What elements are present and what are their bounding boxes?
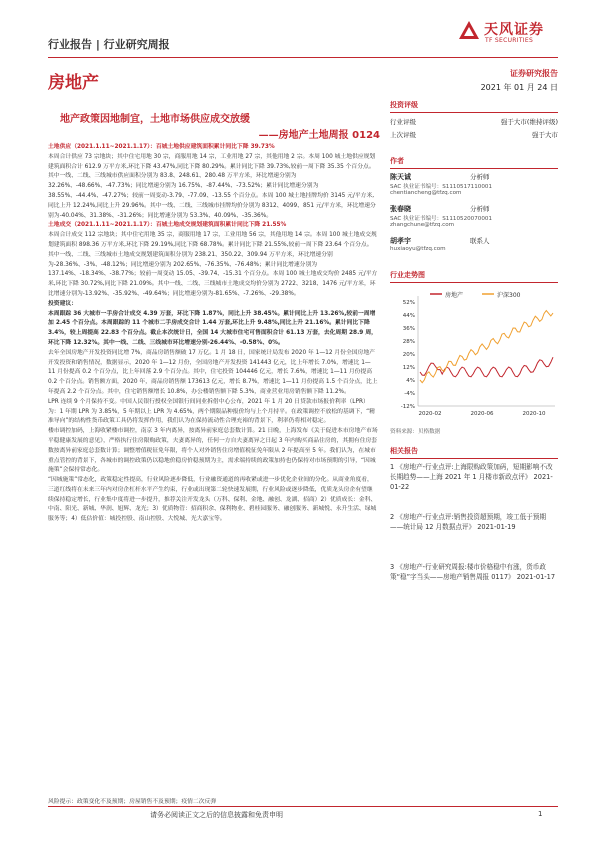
author-3 bbox=[390, 236, 558, 252]
page-number: 1 bbox=[538, 810, 543, 818]
advice-paragraph-4: 楼市调控加码，上海收紧楼市调控，南京 3 年内离异，按离异前家庭总套数计算。21 日晚，上海发布《关于促进本市房地产市场平稳健康发展的意见》，严格执行住房限购政策，夫妻离异的，任何一方自夫妻离异之日起 3 年内购买商品住房的，其拥有住房套数按离异前家庭总套数计算；调整增值税征免年限，将个人对外销售住房增值税征免年限从 2 年提高至 5 年。我们认为，在城市重点管控的背景下，各城市的调控政策仍以稳地价稳房价稳预期为主，需求端持续的政策加持也仍保持对市场预期的引导，“因城施策”会保持常态化。 bbox=[48, 428, 378, 474]
author-name: 陈天诚 bbox=[390, 173, 411, 181]
supply-heading: 土地供应（2021.1.11~2021.1.17）：百城土地供应建筑面积累计同比下降 39.73% bbox=[48, 144, 275, 150]
trend-chart bbox=[390, 284, 560, 440]
prev-rating-value: 强于大市 bbox=[532, 131, 558, 139]
trend-header: 行业走势图 bbox=[390, 271, 425, 279]
advice-paragraph-2: 去年全国房地产开发投资同比增 7%，商品房销售额破 17 万亿。1 月 18 日，国家统计局发布 2020 年 1—12 月份全国房地产开发投资和销售情况，数据显示，2020 年 1—12 月份，全国房地产开发投资 141443 亿元，比上年增长 7.0%，增速比 1—11 月份提高 0.2 个百分点，比上年回落 2.9 个百分点。其中，住宅投资 104446 亿元，增长 7.6%，增速比 1—11 月份提高 0.2 个百分点。销售额方面，2020 年，商品房销售额 173613 亿元，增长 8.7%，增速比 1—11 月份提高 1.5 个百分点，比上年提高 2.2 个百分点。其中，住宅销售额增长 10.8%，办公楼销售额下降 5.3%，商业营业用房销售额下降 11.2%。 bbox=[48, 349, 378, 395]
author-role: 联系人 bbox=[470, 237, 490, 245]
author-name: 张春晓 bbox=[390, 205, 411, 213]
author-header: 作者 bbox=[390, 157, 404, 165]
deal-paragraph: 本周合计成交 112 宗地块；其中住宅用地 35 宗，商服用地 17 宗，工业用地 56 宗，其他用地 14 宗。本周 100 城土地成交规划建筑面积 898.36 万平方米,环比下降 29.19%,同比下降 68.78%。累计同比下降 21.55%,较前一周下降 23.64 个百分点。其中一线、二线、三线城市土地成交规划建筑面积分别为 238.21、350.22、309.94 万平方米，环比增速分别为-28.36%、-3%、-48.12%；同比增速分别为 202.65%、-76.35%、-76.48%；累计同比增速分别为 137.14%、-18.34%、-38.77%；较前一周变动 15.05、-39.74、-15.31 个百分点。本周 100 城土地成交均价 2485 元/平方米,环比下降 30.72%,同比下降 21.09%。其中一线、二线、三线城市土地成交均价分别为 2722、3218、1476 元/平方米，环比增速分别为-13.92%、-35.92%、-49.64%；同比增速分别为-81.65%、-7.26%、-29.38%。 bbox=[48, 232, 378, 297]
related-header: 相关报告 bbox=[390, 447, 418, 455]
header-divider bbox=[48, 57, 558, 58]
rating-divider bbox=[390, 112, 558, 113]
y-tick-label: 44% bbox=[402, 313, 415, 319]
related-report-3[interactable]: 3 《房地产-行业研究周报:楼市价格稳中有涨，货币政策“稳”字当头——房地产销售周报 0117》 2021-01-17 bbox=[390, 563, 556, 581]
related-report-2[interactable]: 2 《房地产-行业点评:销售投资超预期，竣工低于预期——统计局 12 月数据点评》 2021-01-19 bbox=[390, 513, 546, 531]
sector-title: 房地产 bbox=[48, 73, 99, 93]
report-title: 地产政策因地制宜，土地市场供应成交放缓 bbox=[60, 114, 250, 125]
x-tick-label: 2020-06 bbox=[470, 411, 494, 417]
author-email[interactable]: chentiancheng@tfzq.com bbox=[390, 190, 462, 196]
advice-paragraph-1: 本周跟踪 36 大城市一手房合计成交 4.39 万套，环比下降 1.87%，同比上升 38.45%。累计同比上升 13.26%,较前一周增加 2.45 个百分点。本周跟踪的 11 个城市二手房成交合计 1.44 万套,环比上升 9.48%,同比上升 21.16%。累计同比下降 3.4%，较上周提高 22.83 个百分点。截止本次统计日，全国 14 大城市住宅可售面积合计 61.13 万套，去化周期 28.9 周，环比下降 12.32%。其中一线、二线、三线城市环比增速分别-26.44%、-0.58%、0%。 bbox=[48, 310, 377, 346]
advice-paragraph-3: LPR 连续 9 个月保持不变。中国人民银行授权全国银行间同业拆借中心公布，2021 年 1 月 20 日贷款市场报价利率（LPR）为：1 年期 LPR 为 3.85%，5 年期以上 LPR 为 4.65%，两个期限品种报价均与上个月持平。在政策调控不放松的基调下，“精准导向”的结构性货币政策工具仍将发挥作用，我们认为在保持流动性合理充裕的背景下，利率仍将相对稳定。 bbox=[48, 398, 375, 425]
author-sac: SAC 执业证书编号：S1110517110001 bbox=[390, 184, 493, 190]
author-divider bbox=[390, 168, 558, 169]
y-tick-label: 12% bbox=[402, 365, 415, 371]
legend-label: 房地产 bbox=[445, 292, 464, 299]
footer-disclaimer: 请务必阅读正文之后的信息披露和免责申明 bbox=[150, 811, 283, 819]
author-name: 胡孝宇 bbox=[390, 237, 411, 245]
y-tick-label: 36% bbox=[402, 326, 415, 332]
related-divider bbox=[390, 458, 558, 459]
footer-divider bbox=[48, 806, 558, 807]
rating-label: 行业评级 bbox=[390, 118, 416, 126]
rating-value: 强于大市(维持评级) bbox=[500, 118, 558, 126]
y-tick-label: 20% bbox=[402, 352, 415, 358]
related-report-1[interactable]: 1 《房地产-行业点评:上海限购政策加码，短期影响不改长期趋势——上海 2021 年 1 月楼市新政点评》 2021-01-22 bbox=[390, 463, 553, 491]
trend-chart-svg bbox=[390, 284, 560, 424]
deal-heading: 土地成交（2021.1.11~2021.1.17）：百城土地成交规划建筑面积累计同比下降 21.55% bbox=[48, 222, 287, 229]
y-tick-label: -4% bbox=[404, 391, 415, 397]
author-1 bbox=[390, 172, 558, 196]
advice-heading: 投资建议： bbox=[48, 300, 77, 307]
author-email[interactable]: huxiaoyu@tfzq.com bbox=[390, 246, 446, 252]
supply-paragraph: 本周合计供应 73 宗地块；其中住宅用地 30 宗，商服用地 14 宗，工业用地 27 宗，其他用地 2 宗。本周 100 城土地供应规划建筑面积合计 612.9 万平方米,环比下降 43.47%,同比下降 80.29%。累计同比下降 39.73%,较前一周下降 35.35 个百分点。其中一线、二线、三线城市供应面积分别为 83.8、248.61、280.48 万平方米，环比增速分别为 32.26%、-48.66%、-47.73%；同比增速分别为 16.75%、-87.44%、-73.52%；累计同比增速分别为 38.55%、-44.4%、-47.27%；较前一周变动-3.79、-77.09、-13.55 个百分点。本周 100 城土地挂牌均价 3145 元/平方米,同比上升 12.24%,同比上升 29.96%。其中一线、二线、三线城市挂牌均价分别为 8312、4099、851 元/平方米，环比增速分别为-40.04%、31.38%、-31.26%；同比增速分别为 53.3%、40.09%、-35.36%。 bbox=[48, 153, 376, 219]
logo-text-cn: 天风证券 bbox=[484, 22, 544, 38]
prev-rating-label: 上次评级 bbox=[390, 131, 416, 139]
company-logo bbox=[458, 18, 558, 48]
advice-paragraph-5: “因城施策”常态化，政策稳定性提高，行业风险逐步降低，行业融资通道的再收紧或进一步优化企业间的分化。从商业角度看，三道红线将在未来三年内对房企杠杆水平产生约束，行业或出现第二轮快速发展期，行业风险或逐步降低，优质龙头房企有望继续保持稳定增长，行业集中度将进一步提升，推荐关注开发龙头（万科、保利、金地、融创、龙湖、招商）2）优质成长：金科、中南、阳光、新城、华润、旭辉、龙光；3）优质物管：招商积余、保利物业、碧桂园服务、融创服务、新城悦、永升生活、绿城服务等；4）低估价值：城投控股、南山控股、大悦城、光大嘉宝等。 bbox=[48, 477, 377, 523]
author-role: 分析师 bbox=[470, 205, 490, 213]
report-body bbox=[48, 143, 378, 525]
author-sac: SAC 执业证书编号：S1110520070001 bbox=[390, 216, 493, 222]
report-type: 证券研究报告 bbox=[510, 69, 558, 78]
y-tick-label: 28% bbox=[402, 339, 415, 345]
logo-icon bbox=[458, 20, 480, 42]
author-role: 分析师 bbox=[470, 173, 490, 181]
x-tick-label: 2020-02 bbox=[418, 411, 442, 417]
chart-source: 资料来源：贝格数据 bbox=[390, 429, 441, 435]
trend-divider bbox=[390, 282, 558, 283]
y-tick-label: 4% bbox=[406, 378, 415, 384]
y-tick-label: -12% bbox=[400, 404, 415, 410]
author-email[interactable]: zhangchune@tfzq.com bbox=[390, 222, 455, 228]
report-date: 2021 年 01 月 24 日 bbox=[480, 83, 558, 92]
author-2 bbox=[390, 204, 558, 228]
logo-text-en: TF SECURITIES bbox=[485, 37, 534, 44]
report-subtitle: ——房地产土地周报 0124 bbox=[258, 130, 380, 141]
risk-note: 风险提示：政策变化不及预期；房屋销售不及预期；疫情二次反弹 bbox=[48, 799, 217, 805]
y-tick-label: 52% bbox=[402, 300, 415, 306]
report-category: 行业报告 | 行业研究周报 bbox=[48, 38, 170, 51]
x-tick-label: 2020-10 bbox=[522, 411, 546, 417]
rating-header: 投资评级 bbox=[390, 101, 418, 109]
legend bbox=[430, 291, 521, 299]
legend-label: 沪深300 bbox=[497, 292, 521, 299]
